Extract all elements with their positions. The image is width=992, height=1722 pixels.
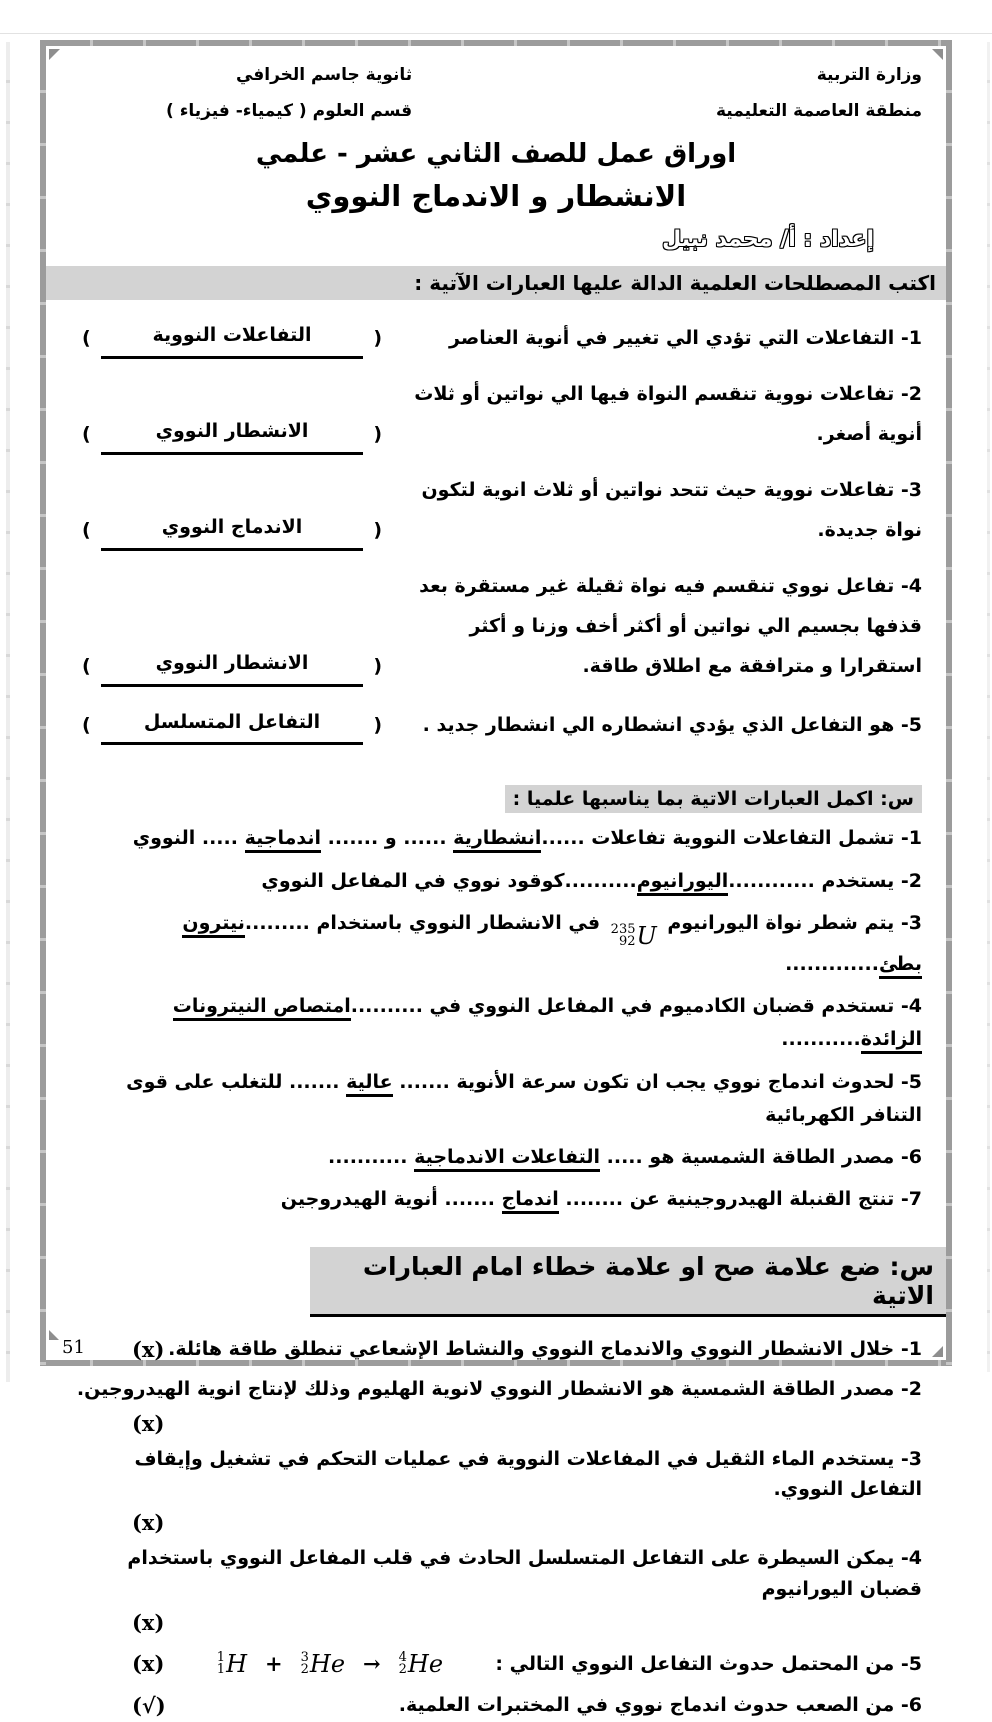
hydrogen-1-nuclide (216, 1649, 247, 1678)
answer-mark: (x) (132, 1651, 165, 1677)
answer-group (82, 508, 382, 551)
element-symbol: He (407, 1649, 444, 1678)
prepared-by-line: إعداد : أ/ محمد نبيل (662, 227, 874, 253)
answer-text: التفاعل المتسلسل (101, 703, 364, 746)
term-row-5 (70, 703, 922, 746)
frame-border-right (946, 40, 952, 1366)
paren-open: ( (82, 518, 91, 541)
page-number: 51 (62, 1337, 85, 1358)
fill-item-5 (70, 1066, 922, 1133)
atomic-number: 92 (618, 933, 636, 949)
question-text: 2- تفاعلات نووية تنقسم النواة فيها الي نواتين أو ثلاث أنوية أصغر. (414, 383, 922, 446)
answer-mark: (x) (132, 1510, 165, 1536)
paren-close: ) (373, 423, 382, 446)
tf-item-6 (70, 1689, 922, 1722)
paren-open: ( (82, 423, 91, 446)
tf-item-4 (70, 1543, 922, 1604)
paren-close: ) (373, 327, 382, 350)
nuclear-equation-box (164, 1647, 495, 1681)
term-row-4 (70, 567, 922, 687)
section1-heading: اكتب المصطلحات العلمية الدالة عليها العبارات الآتية : (46, 266, 946, 300)
fill-text: ............. (785, 952, 879, 975)
question-text: 3- تفاعلات نووية حيث تتحد نواتين أو ثلاث انوية لتكون نواة جديدة. (421, 479, 922, 541)
ministry-name: وزارة التربية (816, 65, 922, 85)
element-symbol: U (636, 921, 657, 950)
page-title: الانشطار و الاندماج النووي (305, 179, 687, 214)
document-frame (40, 40, 952, 1718)
statement-text: 5- من المحتمل حدوث التفاعل النووي التالي : (495, 1652, 922, 1675)
fill-text: ..........كوقود نووي في المفاعل النووي (261, 869, 637, 892)
answer-text: الاندماج النووي (101, 508, 364, 551)
plus-sign: + (265, 1651, 283, 1677)
tf-item-3 (70, 1444, 922, 1505)
letterhead (70, 58, 922, 129)
fill-item-3 (70, 907, 922, 981)
page-edge-guide-left (6, 42, 10, 1382)
statement-text: 6- من الصعب حدوث اندماج نووي في المختبرات العلمية. (398, 1694, 922, 1717)
fill-text: ........... (328, 1146, 415, 1169)
answer-text: الانشطار النووي (101, 412, 364, 455)
answer-mark: (x) (132, 1410, 165, 1436)
atomic-number: 1 (216, 1661, 226, 1677)
answer-mark-row (70, 1510, 922, 1535)
fill-answer: التفاعلات الاندماجية (414, 1146, 600, 1172)
fill-item-4 (70, 990, 922, 1057)
helium-3-nuclide (300, 1649, 346, 1678)
paren-close: ) (373, 713, 382, 736)
department-name: قسم العلوم ( كيمياء- فيزياء ) (166, 100, 413, 121)
question-text: 4- تفاعل نووي تنقسم فيه نواة ثقيلة غير مستقرة بعد قذفها بجسيم الي نواتين أو أكثر أخف وزنا و أكثر استقرارا و مترافقة مع اطلاق طاقة. (419, 574, 922, 677)
paren-close: ) (373, 518, 382, 541)
fill-item-2 (70, 865, 922, 898)
fill-text: ........... (781, 1028, 861, 1051)
letterhead-left-column (166, 58, 412, 129)
paren-open: ( (82, 327, 91, 350)
answer-text: الانشطار النووي (101, 644, 364, 687)
answer-group (82, 644, 382, 687)
document-content (46, 46, 946, 1718)
page-edge-guide-top (0, 33, 992, 34)
helium-4-nuclide (398, 1649, 444, 1678)
fill-answer: امتصاص النيترونات الزائدة (173, 995, 922, 1054)
statement-text: 1- خلال الانشطار النووي والاندماج النووي والنشاط الإشعاعي تنطلق طاقة هائلة. (168, 1338, 922, 1361)
question-text: 5- هو التفاعل الذي يؤدي انشطاره الي انشطار جديد . (422, 713, 922, 736)
answer-group (82, 316, 382, 359)
answer-group (82, 703, 382, 746)
element-symbol: H (226, 1649, 247, 1678)
fill-text: ...... و ....... (321, 827, 454, 850)
fill-text: في الانشطار النووي باستخدام ......... (244, 911, 607, 934)
fill-answer: اندماج (502, 1188, 559, 1214)
term-row-3 (70, 471, 922, 551)
fill-text: ..... النووي (132, 827, 245, 850)
fill-text: 4- تستخدم قضبان الكادميوم في المفاعل النووي في .......... (350, 995, 922, 1018)
answer-text: التفاعلات النووية (101, 316, 364, 359)
answer-mark: (x) (132, 1336, 165, 1362)
fill-text: 6- مصدر الطاقة الشمسية هو ..... (600, 1146, 922, 1169)
answer-mark-row (70, 1610, 922, 1635)
atomic-number: 2 (398, 1661, 407, 1677)
nuclear-equation (213, 1647, 447, 1681)
answer-mark: (x) (132, 1610, 165, 1636)
fill-text: 7- تنتج القنبلة الهيدروجينية عن ........ (558, 1188, 922, 1211)
fill-answer: اندماجية (245, 827, 322, 853)
mass-number: 1 (216, 1649, 226, 1665)
mass-number: 3 (300, 1649, 309, 1665)
paren-open: ( (82, 654, 91, 677)
tf-item-5 (70, 1647, 922, 1681)
section3-heading: س: ضع علامة صح او علامة خطاء امام العبارات الاتية (310, 1247, 946, 1317)
mass-number: 4 (398, 1649, 407, 1665)
fill-text: ....... للتغلب على قوى التنافر الكهربائية (126, 1070, 922, 1126)
fill-answer: انشطارية (453, 827, 541, 853)
answer-group (82, 412, 382, 455)
school-name: ثانوية جاسم الخرافي (235, 65, 413, 85)
fill-item-7 (70, 1183, 922, 1216)
paren-open: ( (82, 713, 91, 736)
tf-item-2 (70, 1374, 922, 1404)
fill-answer: اليورانيوم (637, 870, 729, 896)
statement-text: 4- يمكن السيطرة على التفاعل المتسلسل الحادث في قلب المفاعل النووي باستخدام قضبان اليورانيوم (127, 1547, 922, 1600)
question-text: 1- التفاعلات التي تؤدي الي تغيير في أنوية العناصر (449, 327, 922, 350)
term-row-2 (70, 375, 922, 455)
atomic-number: 2 (300, 1661, 309, 1677)
statement-text: 2- مصدر الطاقة الشمسية هو الانشطار النووي لانوية الهليوم وذلك لإنتاج انوية الهيدروجين. (76, 1378, 922, 1401)
tf-item-1 (70, 1333, 922, 1367)
fill-text: 5- لحدوث اندماج نووي يجب ان تكون سرعة الأنوية ....... (392, 1070, 922, 1093)
fill-text: ....... أنوية الهيدروجين (280, 1188, 502, 1211)
fill-item-6 (70, 1141, 922, 1174)
fill-text: 3- يتم شطر نواة اليورانيوم (660, 911, 922, 934)
fill-answer: عالية (346, 1071, 393, 1097)
answer-mark: (√) (132, 1692, 166, 1718)
element-symbol: He (309, 1649, 346, 1678)
district-name: منطقة العاصمة التعليمية (715, 100, 922, 121)
fill-text: 2- يستخدم ............ (728, 869, 922, 892)
uranium-235-nuclide (610, 921, 657, 950)
section2-heading-row (70, 785, 922, 813)
fill-answer: نيترون بطئ (182, 912, 922, 979)
term-row-1 (70, 316, 922, 359)
mass-number: 235 (610, 921, 636, 937)
fill-item-1 (70, 822, 922, 855)
fill-text: 1- تشمل التفاعلات النووية تفاعلات ...... (541, 827, 922, 850)
letterhead-right-column (716, 58, 922, 129)
answer-mark-row (70, 1411, 922, 1436)
worksheet-subtitle: اوراق عمل للصف الثاني عشر - علمي (255, 139, 737, 170)
section2-heading: س: اكمل العبارات الاتية بما يناسبها علميا : (505, 785, 922, 813)
statement-text: 3- يستخدم الماء الثقيل في المفاعلات النووية في عمليات التحكم في تشغيل وإيقاف التفاعل النووي. (134, 1447, 922, 1501)
paren-close: ) (373, 654, 382, 677)
page-edge-guide-right (987, 42, 990, 1372)
reaction-arrow-icon: → (363, 1651, 381, 1677)
